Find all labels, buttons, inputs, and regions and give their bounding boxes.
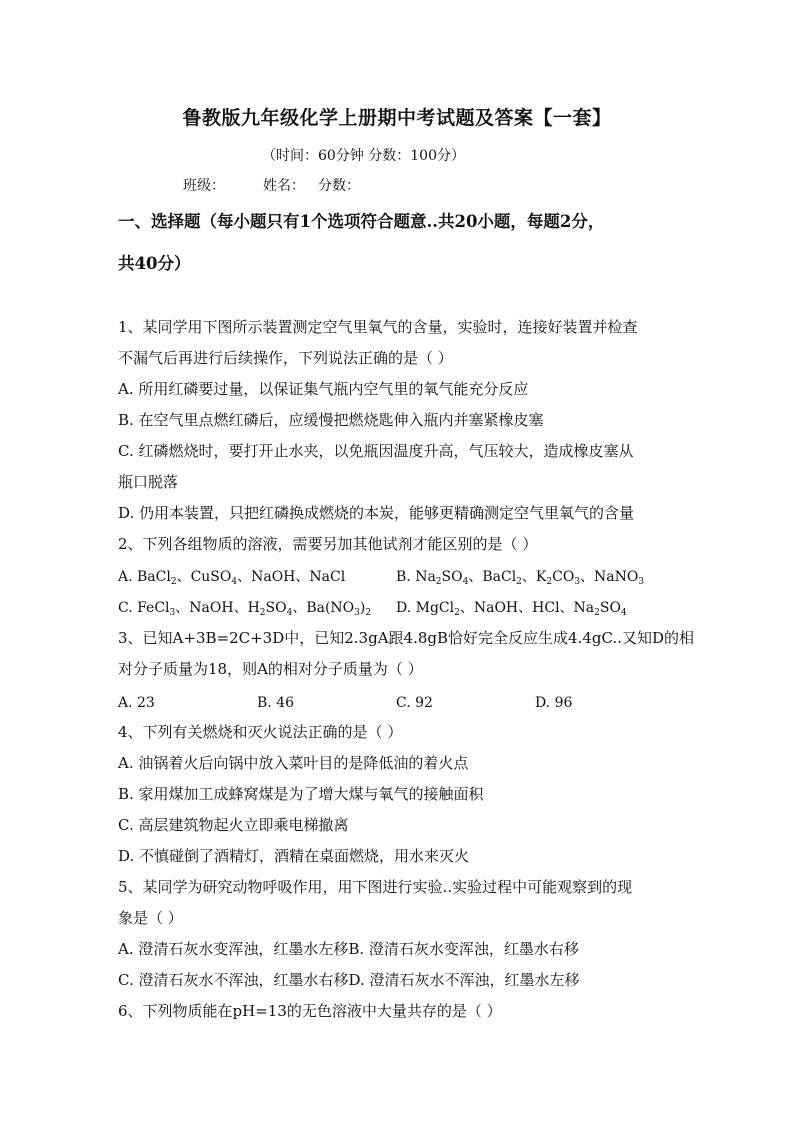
question-4-option-d: D. 不慎碰倒了酒精灯，酒精在桌面燃烧，用水来灭火: [118, 847, 470, 865]
question-1-option-d: D. 仍用本装置，只把红磷换成燃烧的本炭，能够更精确测定空气里氧气的含量: [118, 504, 635, 522]
question-5-stem-line-2: 象是（ ）: [118, 909, 183, 927]
question-1-option-c-line-2: 瓶口脱落: [118, 473, 179, 491]
question-4-stem: 4、下列有关燃烧和灭火说法正确的是（ ）: [118, 723, 403, 741]
question-3-option-c: C. 92: [396, 695, 433, 711]
question-5-stem-line-1: 5、某同学为研究动物呼吸作用，用下图进行实验..实验过程中可能观察到的现: [118, 878, 633, 896]
time-score-info: （时间：60分钟 分数：100分）: [262, 148, 465, 164]
class-label: 班级：: [183, 178, 225, 194]
question-2-option-d: D. MgCl$_2$、NaOH、HCl、$Na_2SO_4$: [396, 600, 627, 618]
section-heading-line-1: 一、选择题（每小题只有1个选项符合题意..共20小题，每题2分，: [118, 212, 605, 231]
question-4-option-b: B. 家用煤加工成蜂窝煤是为了增大煤与氧气的接触面积: [118, 785, 484, 803]
question-4-option-c: C. 高层建筑物起火立即乘电梯撤离: [118, 816, 349, 834]
score-label: 分数：: [318, 178, 360, 194]
question-5-options-a-b: A. 澄清石灰水变浑浊，红墨水左移B. 澄清石灰水变浑浊，红墨水右移: [118, 940, 579, 958]
question-2-stem: 2、下列各组物质的溶液，需要另加其他试剂才能区别的是（ ）: [118, 535, 538, 553]
question-3-option-b: B. 46: [257, 695, 295, 711]
section-heading-line-2: 共40分）: [118, 254, 191, 273]
question-4-option-a: A. 油锅着火后向锅中放入菜叶目的是降低油的着火点: [118, 754, 469, 772]
question-3-stem-line-2: 对分子质量为18，则A的相对分子质量为（ ）: [118, 660, 423, 678]
question-1-option-c-line-1: C. 红磷燃烧时，要打开止水夹，以免瓶因温度升高，气压较大，造成橡皮塞从: [118, 442, 634, 460]
question-3-stem-line-1: 3、已知A+3B=2C+3D中，已知2.3gA跟4.8gB恰好完全反应生成4.4gC..又知D的相: [118, 629, 694, 647]
question-1-option-b: B. 在空气里点燃红磷后，应缓慢把燃烧匙伸入瓶内并塞紧橡皮塞: [118, 411, 544, 429]
question-1-stem-line-2: 不漏气后再进行后续操作，下列说法正确的是（ ）: [118, 349, 453, 367]
question-2-option-b: B. $Na_2SO_4$、BaCl$_2$、$K_2CO_3$、NaNO$_3$: [396, 569, 645, 587]
question-3-option-d: D. 96: [535, 695, 573, 711]
name-label: 姓名：: [263, 178, 305, 194]
question-3-option-a: A. 23: [118, 695, 155, 711]
question-6-stem: 6、下列物质能在pH=13的无色溶液中大量共存的是（ ）: [118, 1002, 502, 1020]
question-1-stem-line-1: 1、某同学用下图所示装置测定空气里氧气的含量，实验时，连接好装置并检查: [118, 318, 638, 336]
question-1-option-a: A. 所用红磷要过量，以保证集气瓶内空气里的氧气能充分反应: [118, 380, 529, 398]
page-title: 鲁教版九年级化学上册期中考试题及答案【一套】: [182, 107, 612, 129]
question-2-option-a: A. BaCl$_2$、CuSO$_4$、NaOH、NaCl: [118, 569, 346, 587]
question-2-option-c: C. FeCl$_3$、NaOH、$H_2SO_4$、$Ba(NO_3)_2$: [118, 600, 372, 618]
question-5-options-c-d: C. 澄清石灰水不浑浊，红墨水右移D. 澄清石灰水不浑浊，红墨水左移: [118, 971, 580, 989]
